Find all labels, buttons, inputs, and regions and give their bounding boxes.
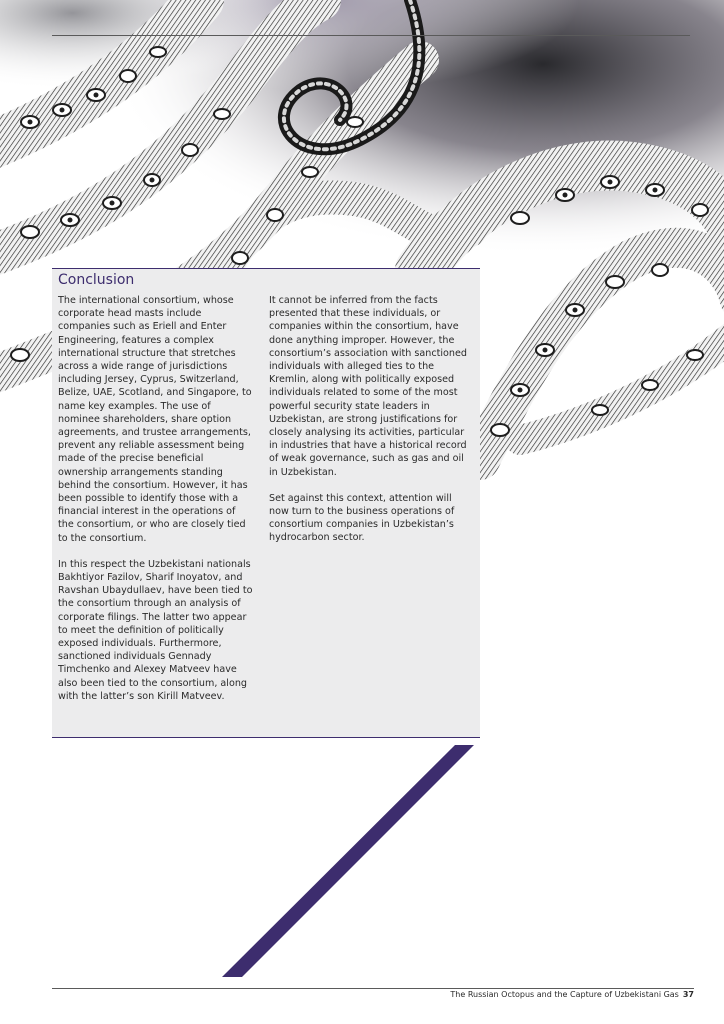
- paragraph: In this respect the Uzbekistani nationals Bakhtiyor Fazilov, Sharif Inoyatov, and Ravshan Ubaydullaev, have been tied to the consortium through an analysis of corporate filings. The latter two appear to meet the definition of politically exposed individuals. Furthermore, sanctioned individuals Gennady Timchenko and Alexey Matveev have also been tied to the consortium, along with the latter’s son Kirill Matveev.: [58, 558, 253, 702]
- conclusion-panel: [52, 268, 480, 738]
- paragraph: It cannot be inferred from the facts presented that these individuals, or companies within the consortium, have done anything improper. However, the consortium’s association with sanctioned individuals with alleged ties to the Kremlin, along with politically exposed individuals related to some of the most powerful security state leaders in Uzbekistan, are strong justifications for closely analysing its activities, particular in industries that have a historical record of weak governance, such as gas and oil in Uzbekistan.: [269, 295, 467, 478]
- page-number: 37: [682, 990, 694, 999]
- footer-rule: [52, 988, 694, 989]
- publication-title: The Russian Octopus and the Capture of Uzbekistani Gas: [450, 990, 679, 999]
- header-rule: [52, 35, 690, 36]
- left-column: [58, 294, 254, 716]
- right-column: [269, 294, 469, 558]
- paragraph: The international consortium, whose corporate head masts include companies such as Eriell and Enter Engineering, features a complex international structure that stretches across a wide range of jurisdictions including Jersey, Cyprus, Switzerland, Belize, UAE, Scotland, and Singapore, to name key examples. The use of nominee shareholders, share option agreements, and trustee arrangements, prevent any reliable assessment being made of the precise beneficial ownership arrangements standing behind the consortium. However, it has been possible to identify those with a financial interest in the operations of the consortium, or who are closely tied to the consortium.: [58, 295, 252, 544]
- page-footer: [450, 990, 694, 999]
- paragraph: Set against this context, attention will now turn to the business operations of consortium companies in Uzbekistan’s hydrocarbon sector.: [269, 492, 455, 544]
- section-title: Conclusion: [58, 272, 135, 288]
